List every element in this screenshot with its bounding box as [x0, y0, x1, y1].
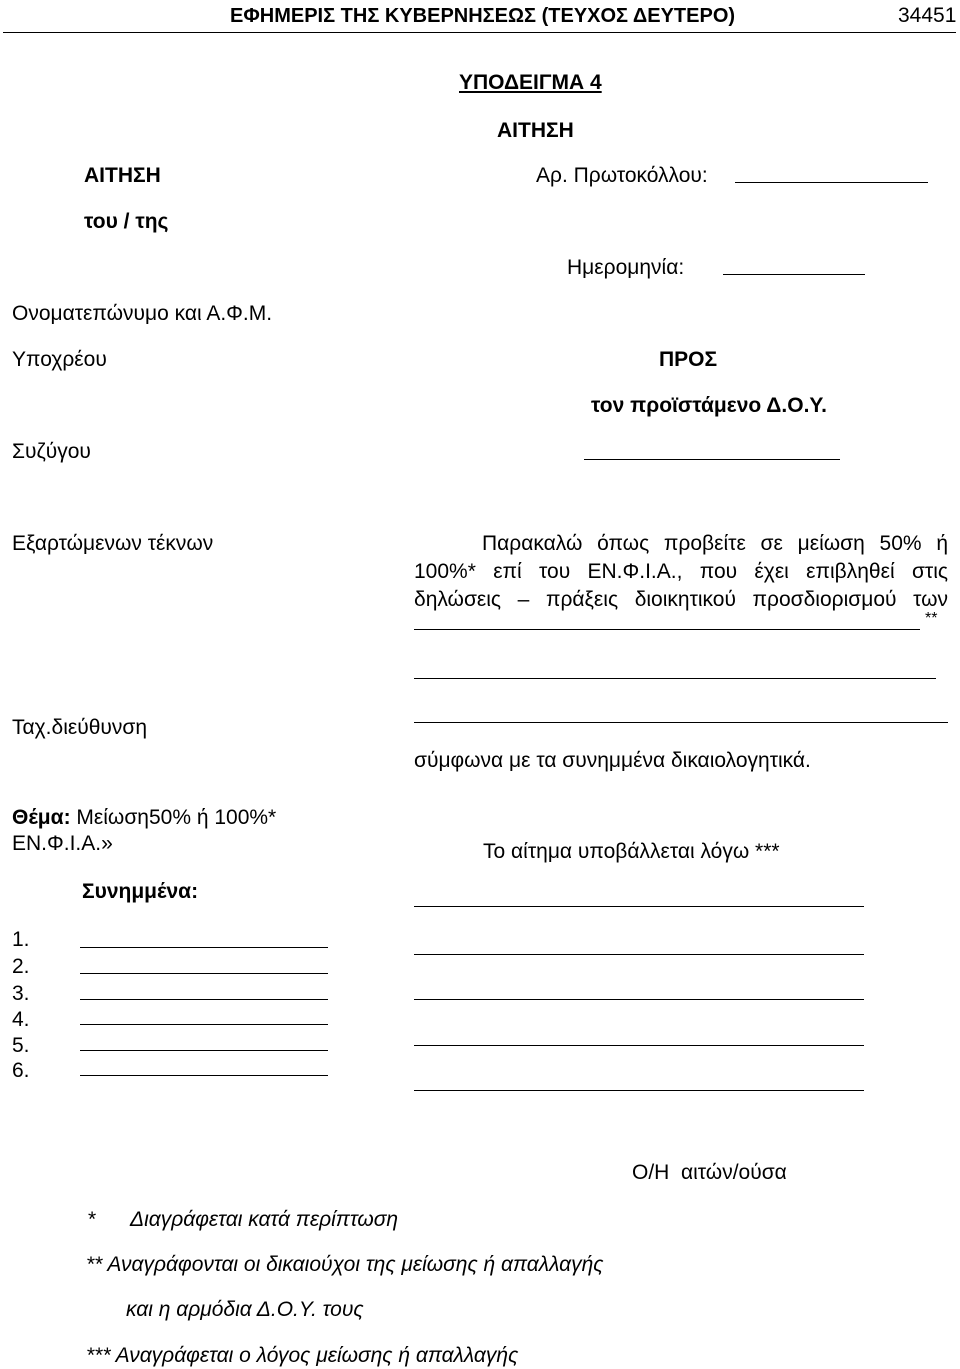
model-title: ΥΠΟΔΕΙΓΜΑ 4 [459, 71, 602, 94]
request-line-2: 100%* επί του ΕΝ.Φ.Ι.Α., που έχει επιβληθεί στις [414, 560, 948, 583]
attachment-line[interactable] [80, 1024, 328, 1025]
subject [12, 806, 276, 830]
attachment-number: 4. [12, 1008, 30, 1031]
protocol-line[interactable] [735, 182, 928, 183]
according-text: σύμφωνα με τα συνημμένα δικαιολογητικά. [414, 749, 811, 772]
attachment-line[interactable] [80, 947, 328, 948]
signature-label: Ο/Η αιτών/ούσα [632, 1161, 787, 1184]
reason-line[interactable] [414, 1090, 864, 1091]
reason-line[interactable] [414, 1045, 864, 1046]
footnote-2b: και η αρμόδια Δ.Ο.Υ. τους [126, 1298, 364, 1321]
double-star-mark: ** [925, 610, 938, 627]
date-label: Ημερομηνία: [567, 256, 685, 279]
reason-line[interactable] [414, 906, 864, 907]
header-rule [3, 32, 956, 33]
footnote-2: ** Αναγράφονται οι δικαιούχοι της μείωσης ή απαλλαγής [86, 1253, 604, 1276]
reason-label: Το αίτημα υποβάλλεται λόγω *** [483, 840, 780, 863]
request-line-1: Παρακαλώ όπως προβείτε σε μείωση 50% ή [482, 532, 948, 555]
application-label: ΑΙΤΗΣΗ [84, 164, 161, 187]
to-recipient: τον προϊστάμενο Δ.Ο.Υ. [591, 394, 827, 417]
attachment-line[interactable] [80, 1050, 328, 1051]
address-label: Ταχ.διεύθυνση [12, 716, 148, 739]
header-title: ΕΦΗΜΕΡΙΣ ΤΗΣ ΚΥΒΕΡΝΗΣΕΩΣ (ΤΕΥΧΟΣ ΔΕΥΤΕΡΟ) [230, 5, 736, 27]
of-label: του / της [84, 210, 169, 233]
subject-text: Μείωση50% ή 100%* [76, 806, 277, 829]
subject-label: Θέμα: [12, 806, 71, 829]
reason-line[interactable] [414, 954, 864, 955]
form-heading: ΑΙΤΗΣΗ [497, 119, 574, 142]
attachment-line[interactable] [80, 973, 328, 974]
beneficiary-line[interactable] [414, 678, 936, 679]
protocol-label: Αρ. Πρωτοκόλλου: [536, 164, 708, 187]
beneficiary-line[interactable] [414, 722, 948, 723]
name-label: Ονοματεπώνυμο και Α.Φ.Μ. [12, 302, 273, 325]
tax-office-line[interactable] [584, 459, 840, 460]
dependents-label: Εξαρτώμενων τέκνων [12, 532, 214, 555]
attachment-number: 5. [12, 1034, 30, 1057]
reason-line[interactable] [414, 999, 864, 1000]
attachment-number: 6. [12, 1059, 30, 1082]
attachment-number: 2. [12, 955, 30, 978]
footnote-3: *** Αναγράφεται ο λόγος μείωσης ή απαλλαγής [86, 1344, 519, 1367]
page-number: 34451 [898, 4, 957, 27]
footnote-1-mark: * [88, 1208, 97, 1231]
spouse-label: Συζύγου [12, 440, 91, 463]
attachment-line[interactable] [80, 999, 328, 1000]
attachment-line[interactable] [80, 1075, 328, 1076]
subject-text-2: ΕΝ.Φ.Ι.Α.» [12, 832, 113, 855]
date-line[interactable] [723, 274, 865, 275]
attachment-number: 3. [12, 982, 30, 1005]
obligor-label: Υποχρέου [12, 348, 107, 371]
attachment-number: 1. [12, 928, 30, 951]
request-line-3: δηλώσεις – πράξεις διοικητικού προσδιορισμού των [414, 588, 948, 611]
footnote-1: Διαγράφεται κατά περίπτωση [130, 1208, 399, 1231]
attachments-label: Συνημμένα: [82, 880, 199, 903]
beneficiary-line[interactable] [414, 629, 920, 630]
to-label: ΠΡΟΣ [659, 348, 718, 371]
